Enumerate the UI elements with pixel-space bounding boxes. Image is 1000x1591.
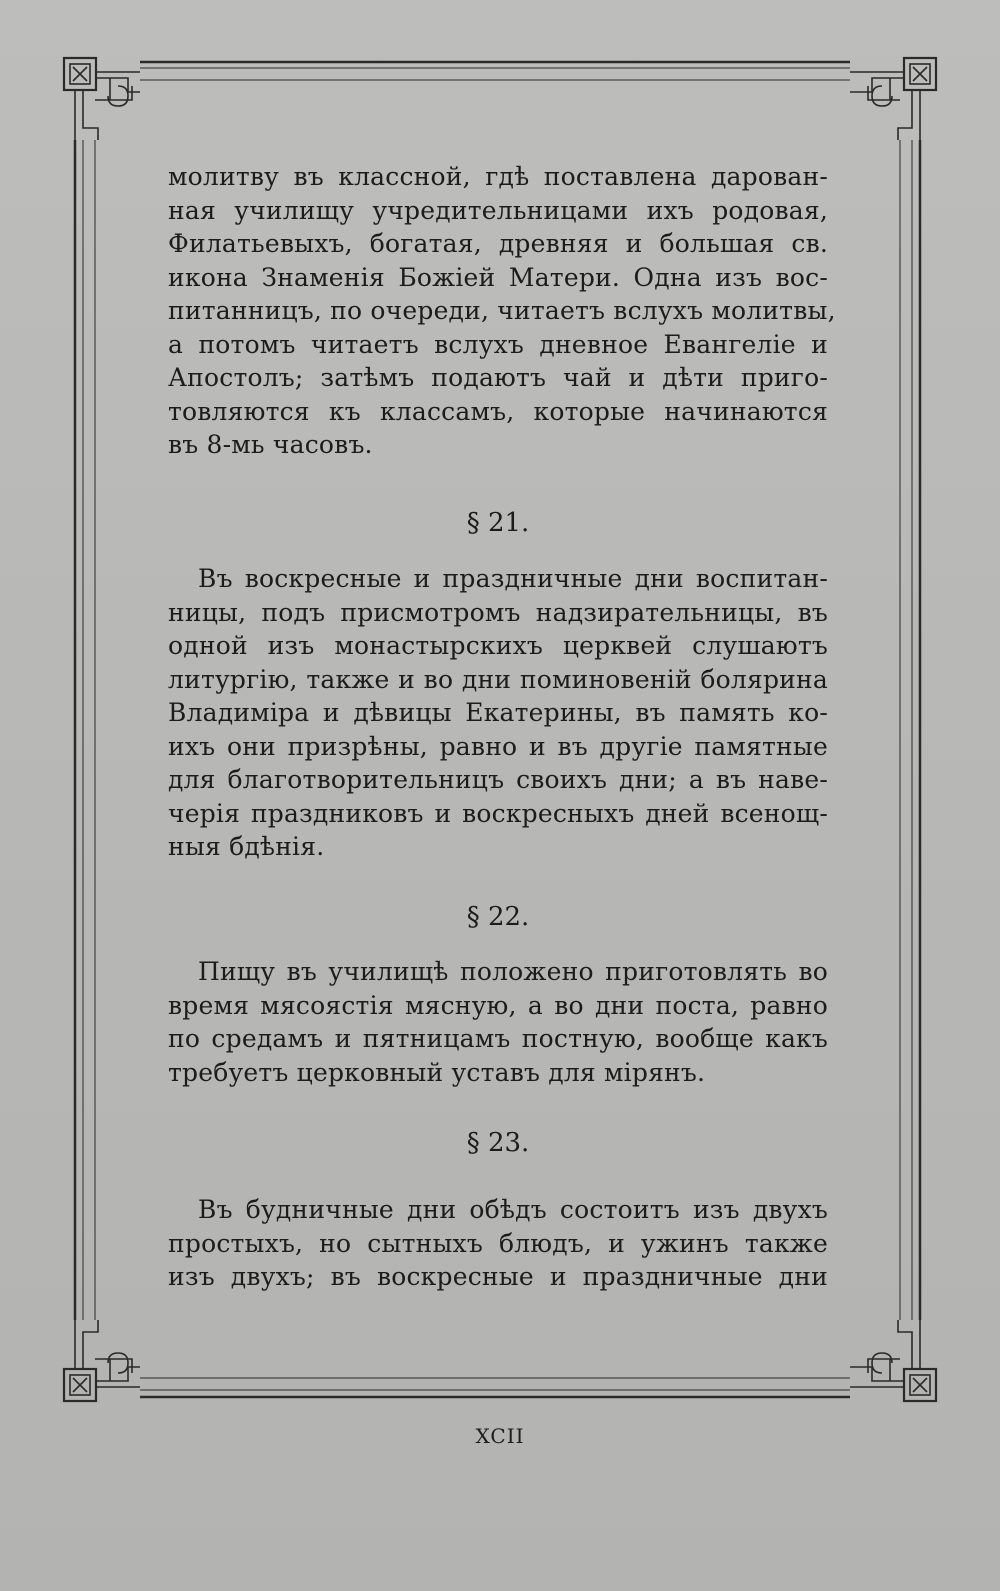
text-line: Апостолъ; затѣмъ подаютъ чай и дѣти приго- — [168, 363, 828, 392]
text-line: черія праздниковъ и воскресныхъ дней всенощ- — [168, 798, 828, 828]
text-line: Владиміра и дѣвицы Екатерины, въ память ко- — [168, 698, 828, 727]
section-22-paragraph — [168, 955, 828, 1089]
section-21-paragraph — [168, 562, 828, 864]
text-line: одной изъ монастырскихъ церквей слушаютъ — [168, 631, 828, 660]
text-line: простыхъ, но сытныхъ блюдъ, и ужинъ также — [168, 1228, 828, 1258]
text-line: а потомъ читаетъ вслухъ дневное Евангеліе и — [168, 329, 828, 359]
text-line: Въ будничные дни обѣдъ состоитъ изъ двухъ — [198, 1195, 828, 1224]
text-line: требуетъ церковный уставъ для мірянъ. — [168, 1057, 706, 1087]
corner-ornament-top-right — [850, 58, 936, 140]
text-line: питанницъ, по очереди, читаетъ вслухъ молитвы, — [168, 296, 836, 325]
text-line: Пищу въ училищѣ положено приготовлять во — [198, 957, 828, 986]
section-heading-23: § 23. — [466, 1128, 530, 1158]
text-line: ная училищу учредительницами ихъ родовая, — [168, 195, 828, 225]
text-line: литургію, также и во дни поминовеній болярина — [168, 664, 828, 694]
page-number: XCII — [475, 1424, 525, 1448]
paragraph-continuation — [168, 160, 836, 462]
text-line: ницы, подъ присмотромъ надзирательницы, въ — [168, 597, 828, 627]
corner-ornament-top-left — [64, 58, 140, 140]
text-line: молитву въ классной, гдѣ поставлена дарован- — [168, 162, 828, 191]
section-heading-22: § 22. — [466, 902, 530, 932]
section-heading-21: § 21. — [466, 508, 530, 538]
corner-ornament-bottom-left — [64, 1320, 140, 1401]
text-line: икона Знаменія Божіей Матери. Одна изъ вос- — [168, 262, 828, 292]
corner-ornament-bottom-right — [850, 1320, 936, 1401]
text-line: товляются къ классамъ, которые начинаются — [168, 396, 828, 426]
text-line: для благотворительницъ своихъ дни; а въ наве- — [168, 765, 828, 794]
section-23-paragraph — [168, 1193, 828, 1294]
text-line: изъ двухъ; въ воскресные и праздничные дни — [168, 1262, 828, 1291]
text-line: время мясоястія мясную, а во дни поста, равно — [168, 990, 828, 1020]
text-line: Въ воскресные и праздничные дни воспитан- — [198, 564, 828, 593]
text-line: ныя бдѣнія. — [168, 832, 325, 861]
text-line: въ 8-мь часовъ. — [168, 430, 373, 459]
text-line: Филатьевыхъ, богатая, древняя и большая св. — [168, 229, 828, 258]
text-line: ихъ они призрѣны, равно и въ другіе памятные — [168, 731, 828, 761]
text-line: по средамъ и пятницамъ постную, вообще какъ — [168, 1024, 828, 1053]
